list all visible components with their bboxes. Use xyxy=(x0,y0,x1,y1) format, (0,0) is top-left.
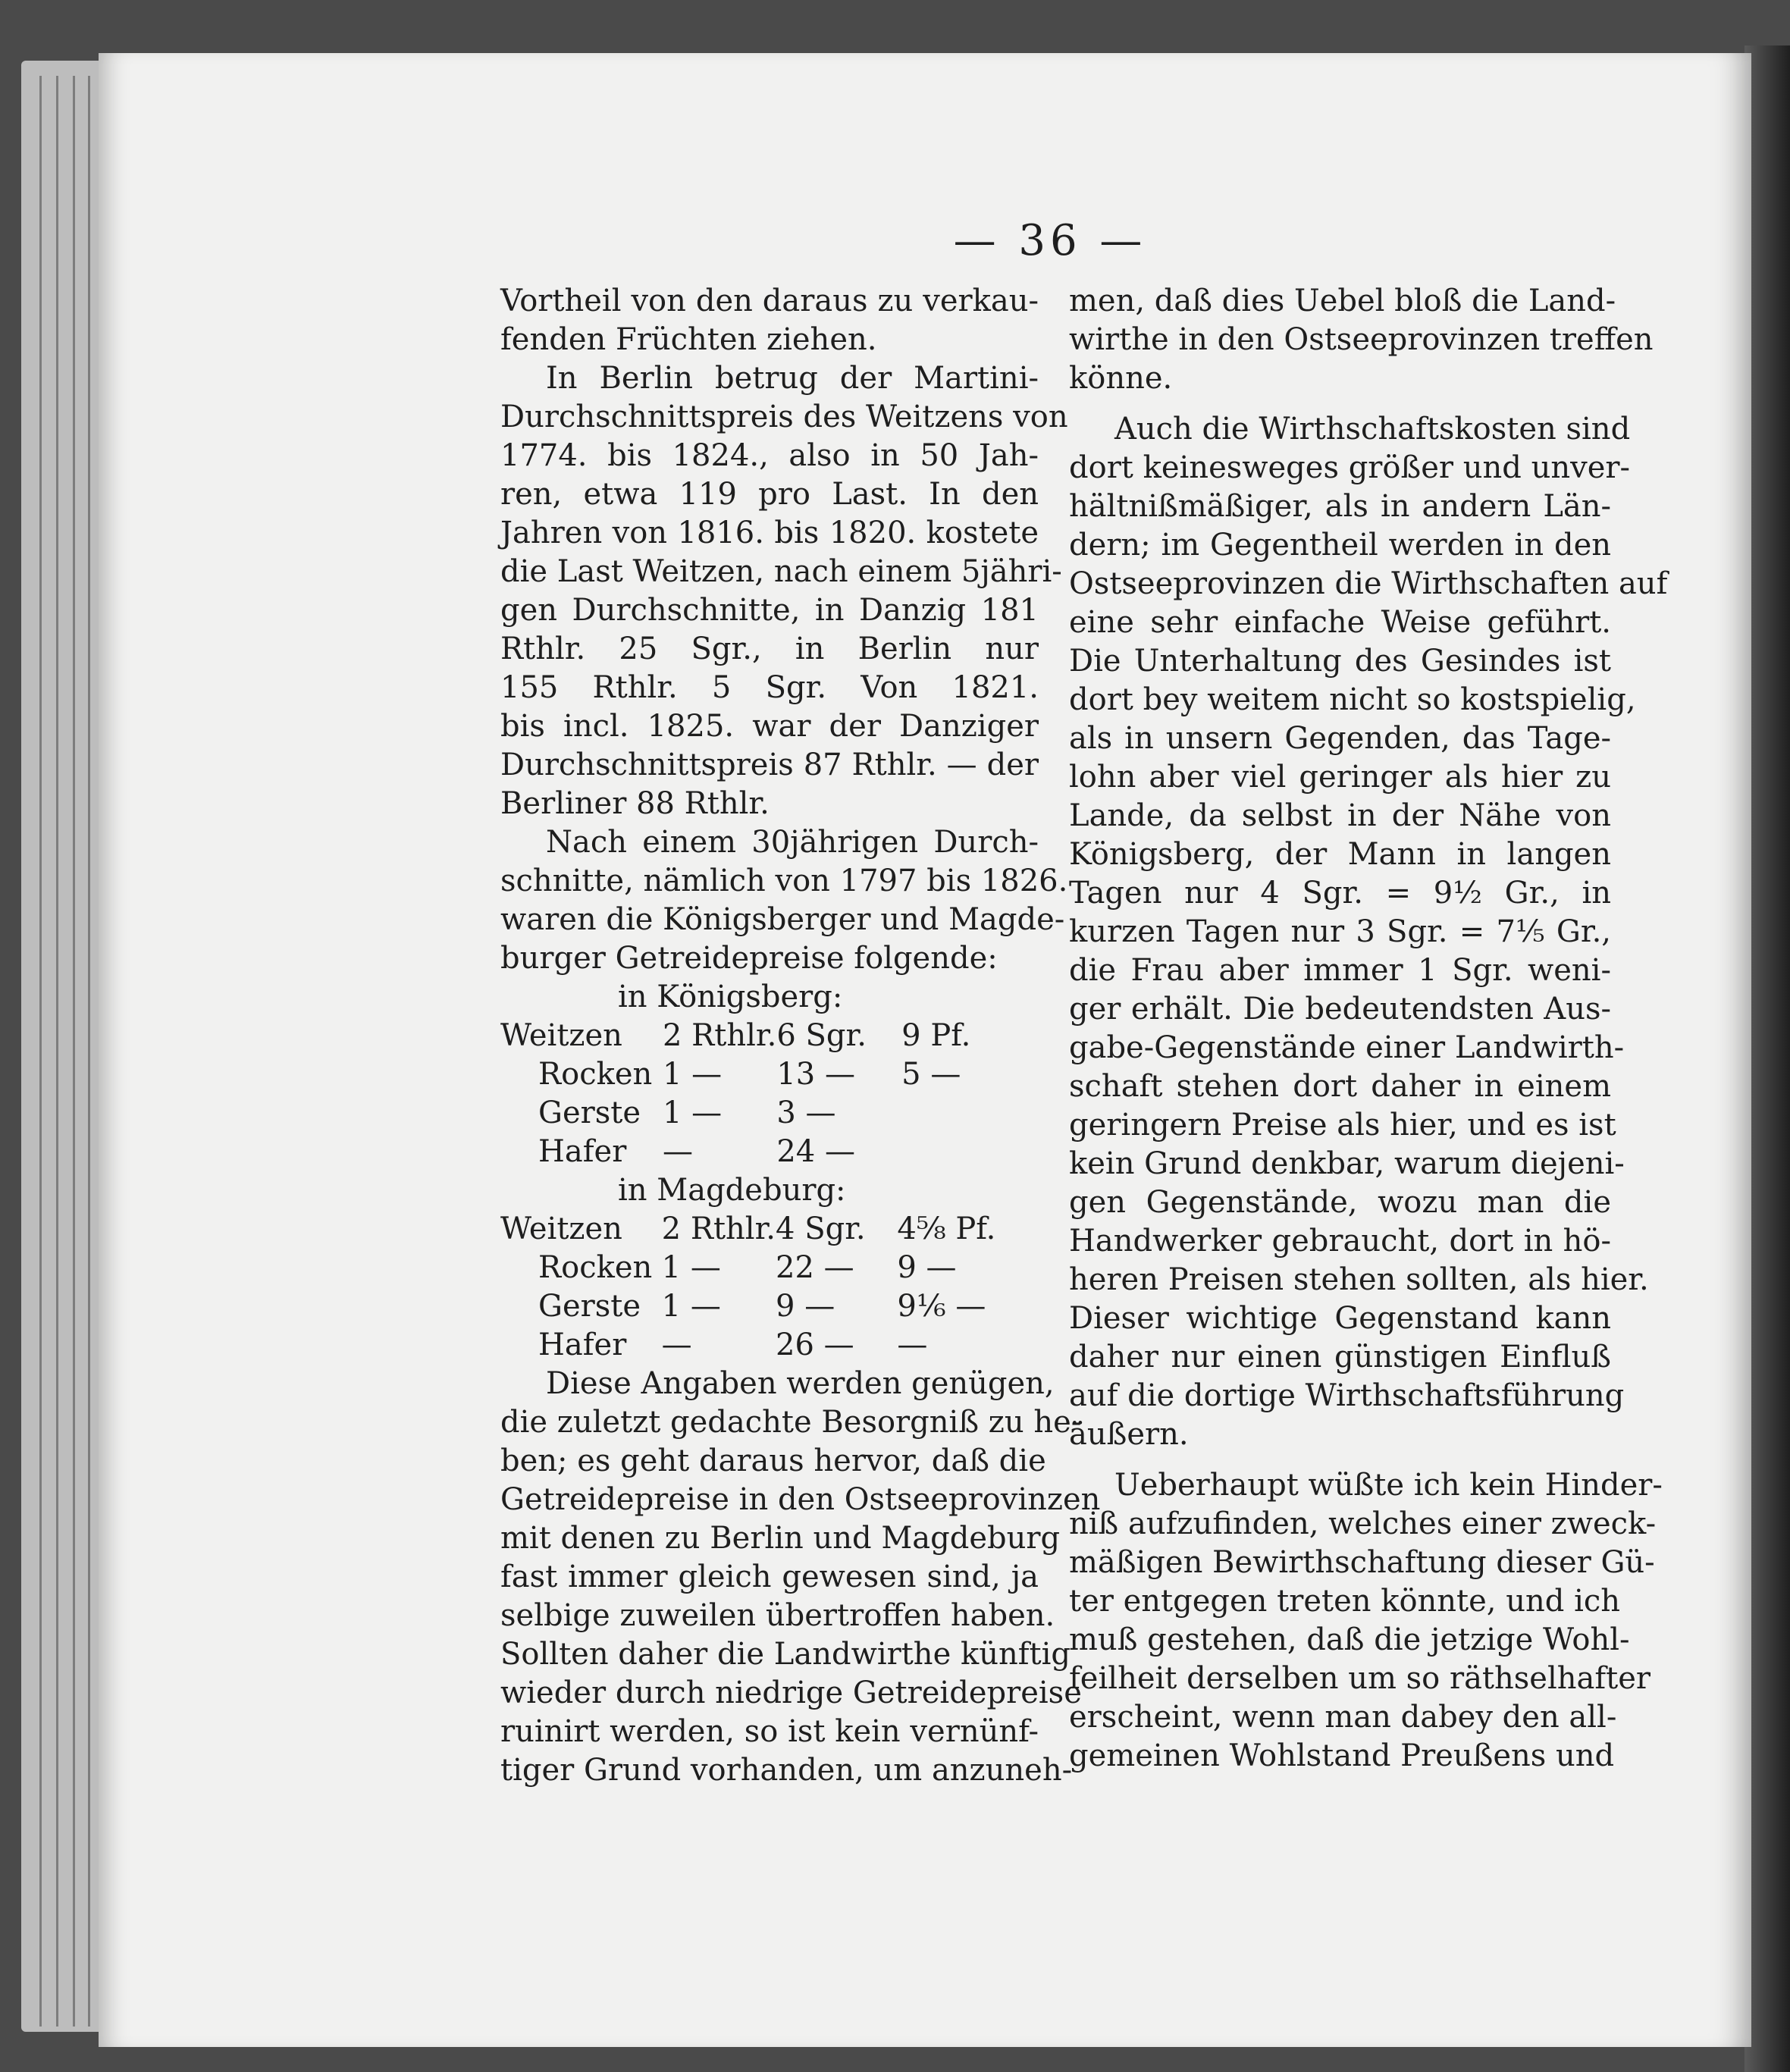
text-line: Ostseeprovinzen die Wirthschaften auf xyxy=(1069,566,1668,601)
text-line: daher nur einen günstigen Einfluß xyxy=(1069,1340,1611,1375)
text-line: waren die Königsberger und Magde- xyxy=(500,902,1065,937)
grain-name: Gerste xyxy=(538,1096,641,1130)
price-row xyxy=(500,1133,1039,1171)
price-row xyxy=(500,1326,1039,1365)
text-line: Sollten daher die Landwirthe künftig xyxy=(500,1637,1071,1672)
paragraph-gap xyxy=(1069,398,1611,410)
text-line: 155 Rthlr. 5 Sgr. Von 1821. xyxy=(500,670,1039,705)
price-cell xyxy=(1010,1287,1039,1326)
text-line: die Frau aber immer 1 Sgr. weni- xyxy=(1069,953,1611,988)
text-line: kurzen Tagen nur 3 Sgr. = 7⅕ Gr., xyxy=(1069,914,1611,949)
table-heading-koenigsberg: in Königsberg: xyxy=(618,980,843,1014)
price-row xyxy=(500,1210,1039,1249)
price-cell: 1 — xyxy=(663,1057,723,1092)
text-line: bis incl. 1825. war der Danziger xyxy=(500,709,1039,744)
price-cell: 2 Rthlr. xyxy=(661,1212,776,1246)
price-cell xyxy=(1010,1326,1039,1365)
text-line: Handwerker gebraucht, dort in hö- xyxy=(1069,1224,1611,1259)
text-line: dort keinesweges größer und unver- xyxy=(1069,450,1630,485)
left-text-column xyxy=(500,282,1101,1790)
price-cell: — xyxy=(897,1328,928,1362)
text-line: Durchschnittspreis 87 Rthlr. — der xyxy=(500,748,1039,782)
text-line: gabe-Gegenstände einer Landwirth- xyxy=(1069,1030,1625,1065)
table-heading-magdeburg: in Magdeburg: xyxy=(618,1173,846,1208)
text-line: Königsberg, der Mann in langen xyxy=(1069,837,1611,872)
grain-name: Weitzen xyxy=(500,1212,622,1246)
text-line: gen Durchschnitte, in Danzig 181 xyxy=(500,593,1039,628)
paragraph-gap xyxy=(1069,1454,1611,1466)
text-line: Ueberhaupt wüßte ich kein Hinder- xyxy=(1114,1468,1663,1503)
text-line: heren Preisen stehen sollten, als hier. xyxy=(1069,1262,1649,1297)
text-line: fast immer gleich gewesen sind, ja xyxy=(500,1559,1039,1594)
text-line: erscheint, wenn man dabey den all- xyxy=(1069,1700,1617,1735)
paragraph-continuation xyxy=(1069,282,1654,398)
text-line: hältnißmäßiger, als in andern Län- xyxy=(1069,489,1611,524)
text-line: In Berlin betrug der Martini- xyxy=(546,361,1039,396)
price-cell xyxy=(901,1094,1007,1133)
text-line: tiger Grund vorhanden, um anzuneh- xyxy=(500,1753,1073,1788)
price-cell xyxy=(901,1133,1007,1171)
text-line: niß aufzufinden, welches einer zweck- xyxy=(1069,1506,1657,1541)
price-cell: 3 — xyxy=(776,1096,836,1130)
price-cell xyxy=(1007,1133,1039,1171)
text-line: ben; es geht daraus hervor, daß die xyxy=(500,1444,1046,1478)
text-line: wirthe in den Ostseeprovinzen treffen xyxy=(1069,322,1654,357)
paragraph-continuation xyxy=(500,282,1039,359)
price-cell: 6 Sgr. xyxy=(776,1018,867,1053)
text-line: äußern. xyxy=(1069,1417,1189,1452)
price-cell: 9 — xyxy=(776,1289,835,1324)
price-table-koenigsberg xyxy=(500,1017,1039,1171)
paragraph-average-prices xyxy=(500,823,1068,978)
text-line: ruinirt werden, so ist kein vernünf- xyxy=(500,1714,1039,1749)
grain-name: Rocken xyxy=(538,1250,653,1285)
text-line: Lande, da selbst in der Nähe von xyxy=(1069,798,1611,833)
text-line: als in unsern Gegenden, das Tage- xyxy=(1069,721,1611,756)
text-line: Berliner 88 Rthlr. xyxy=(500,786,770,821)
grain-name: Hafer xyxy=(538,1134,627,1169)
text-line: Nach einem 30jährigen Durch- xyxy=(546,825,1039,860)
text-line: burger Getreidepreise folgende: xyxy=(500,941,998,976)
page-edge-line xyxy=(56,76,58,2027)
price-cell xyxy=(1007,1094,1039,1133)
price-row xyxy=(500,1249,1039,1287)
grain-name: Rocken xyxy=(538,1057,653,1092)
price-cell xyxy=(1007,1017,1039,1055)
text-line: Jahren von 1816. bis 1820. kostete xyxy=(500,516,1039,550)
price-table-magdeburg xyxy=(500,1210,1039,1365)
text-line: fenden Früchten ziehen. xyxy=(500,322,877,357)
right-text-column xyxy=(1069,282,1668,1776)
paragraph-no-obstacle xyxy=(1069,1466,1663,1776)
price-cell: 1 — xyxy=(661,1250,721,1285)
page-edge-line xyxy=(73,76,75,2027)
text-line: kein Grund denkbar, warum diejeni- xyxy=(1069,1146,1625,1181)
price-cell: 13 — xyxy=(776,1057,855,1092)
text-line: schnitte, nämlich von 1797 bis 1826. xyxy=(500,864,1068,898)
text-line: wieder durch niedrige Getreidepreise xyxy=(500,1675,1082,1710)
text-line: die zuletzt gedachte Besorgniß zu he- xyxy=(500,1405,1082,1440)
gutter-shadow xyxy=(1745,45,1790,2072)
page-number: — 36 — xyxy=(953,216,1147,265)
text-line: dort bey weitem nicht so kostspielig, xyxy=(1069,682,1636,717)
page-edge-line xyxy=(88,76,90,2027)
text-line: Die Unterhaltung des Gesindes ist xyxy=(1069,644,1611,679)
text-line: eine sehr einfache Weise geführt. xyxy=(1069,605,1611,640)
text-line: mit denen zu Berlin und Magdeburg xyxy=(500,1521,1061,1556)
text-line: Tagen nur 4 Sgr. = 9½ Gr., in xyxy=(1069,876,1611,911)
grain-name: Weitzen xyxy=(500,1018,622,1053)
text-line: ter entgegen treten könnte, und ich xyxy=(1069,1584,1621,1619)
price-cell xyxy=(1007,1055,1039,1094)
price-cell: 1 — xyxy=(663,1096,723,1130)
price-cell: 9⅙ — xyxy=(897,1289,986,1324)
text-line: geringern Preise als hier, und es ist xyxy=(1069,1108,1616,1143)
page-edge-line xyxy=(39,76,42,2027)
text-line: Auch die Wirthschaftskosten sind xyxy=(1114,412,1631,447)
price-cell: 9 Pf. xyxy=(901,1018,971,1053)
text-line: schaft stehen dort daher in einem xyxy=(1069,1069,1611,1104)
price-cell xyxy=(1010,1210,1039,1249)
text-line: ger erhält. Die bedeutendsten Aus- xyxy=(1069,992,1611,1027)
paragraph-farm-costs xyxy=(1069,410,1668,1454)
text-line: 1774. bis 1824., also in 50 Jah- xyxy=(500,438,1039,473)
text-line: Diese Angaben werden genügen, xyxy=(546,1366,1055,1401)
text-line: selbige zuweilen übertroffen haben. xyxy=(500,1598,1055,1633)
price-row xyxy=(500,1017,1039,1055)
price-cell: 4 Sgr. xyxy=(776,1212,866,1246)
paragraph-conclusion xyxy=(500,1365,1101,1790)
text-line: men, daß dies Uebel bloß die Land- xyxy=(1069,284,1616,318)
text-line: lohn aber viel geringer als hier zu xyxy=(1069,760,1611,795)
text-line: Dieser wichtige Gegenstand kann xyxy=(1069,1301,1611,1336)
text-line: gen Gegenstände, wozu man die xyxy=(1069,1185,1611,1220)
price-cell: 22 — xyxy=(776,1250,854,1285)
price-cell: 2 Rthlr. xyxy=(663,1018,777,1053)
price-row xyxy=(500,1094,1039,1133)
text-line: Vortheil von den daraus zu verkau- xyxy=(500,284,1039,318)
text-line: dern; im Gegentheil werden in den xyxy=(1069,528,1611,563)
text-line: auf die dortige Wirthschaftsführung xyxy=(1069,1378,1625,1413)
grain-name: Hafer xyxy=(538,1328,627,1362)
price-cell: 24 — xyxy=(776,1134,855,1169)
price-cell: 5 — xyxy=(901,1057,961,1092)
text-line: Rthlr. 25 Sgr., in Berlin nur xyxy=(500,632,1039,666)
text-line: könne. xyxy=(1069,361,1173,396)
price-cell: 9 — xyxy=(897,1250,957,1285)
text-line: mäßigen Bewirthschaftung dieser Gü- xyxy=(1069,1545,1655,1580)
price-cell: — xyxy=(663,1134,693,1169)
price-cell xyxy=(1010,1249,1039,1287)
price-row xyxy=(500,1055,1039,1094)
price-cell: 26 — xyxy=(776,1328,854,1362)
paragraph-berlin-prices xyxy=(500,359,1068,823)
price-cell: 4⅝ Pf. xyxy=(897,1212,996,1246)
price-cell: — xyxy=(661,1328,692,1362)
text-line: feilheit derselben um so räthselhafter xyxy=(1069,1661,1651,1696)
text-line: Durchschnittspreis des Weitzens von xyxy=(500,400,1068,434)
text-line: Getreidepreise in den Ostseeprovinzen xyxy=(500,1482,1101,1517)
text-line: die Last Weitzen, nach einem 5jähri- xyxy=(500,554,1062,589)
grain-name: Gerste xyxy=(538,1289,641,1324)
price-cell: 1 — xyxy=(661,1289,721,1324)
price-row xyxy=(500,1287,1039,1326)
text-line: ren, etwa 119 pro Last. In den xyxy=(500,477,1039,512)
text-line: gemeinen Wohlstand Preußens und xyxy=(1069,1738,1615,1773)
text-line: muß gestehen, daß die jetzige Wohl- xyxy=(1069,1622,1630,1657)
